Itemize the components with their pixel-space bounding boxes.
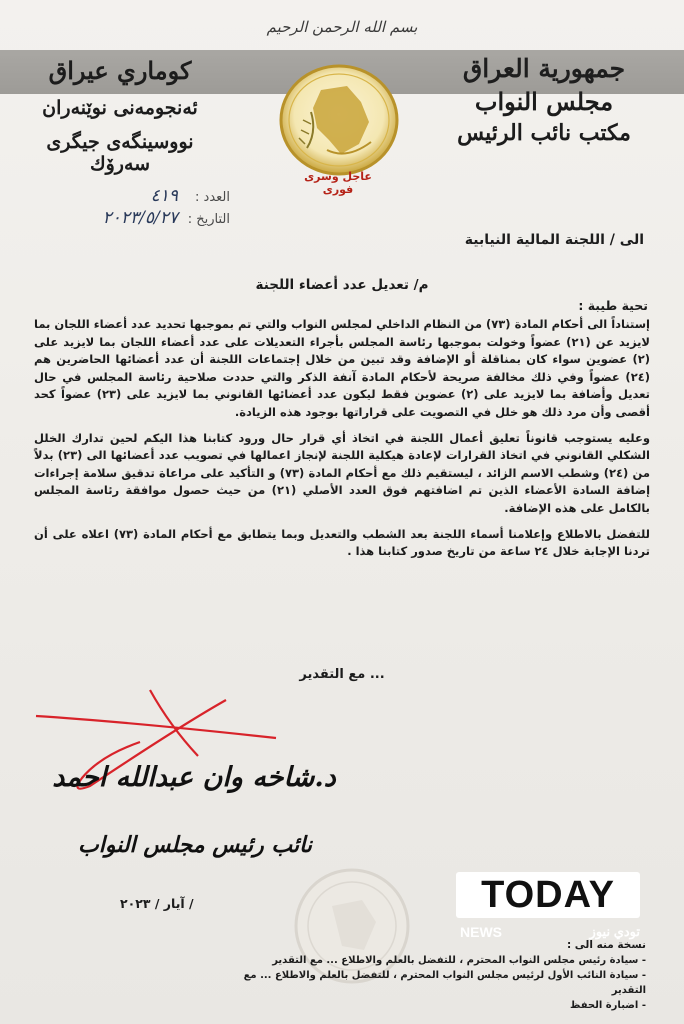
news-ar: تودي نيوز — [589, 924, 640, 939]
date-row — [30, 208, 230, 230]
arabic-letterhead — [444, 54, 644, 146]
paragraph-3: للتفضل بالاطلاع وإعلامنا أسماء اللجنة بعد الشطب والتعديل وبما يتطابق مع أحكام المادة (٧٣) اعلاه على أن تردنا الإجابة خلال ٢٤ ساعة من تاريخ صدور كتابنا هذا . — [34, 526, 650, 559]
copy-item: - سيادة رئيس مجلس النواب المحترم ، للتفضل بالعلم والاطلاع ... مع التقدير — [272, 955, 646, 966]
date-label: التاريخ : — [187, 212, 230, 227]
signatory-title: نائب رئيس مجلس النواب — [78, 832, 312, 858]
copy-item: - سيادة النائب الأول لرئيس مجلس النواب المحترم ، للتفضل بالعلم والاطلاع ... مع التقدير — [243, 970, 646, 996]
today-logo-text: TODAY — [481, 873, 615, 916]
reference-block — [30, 186, 230, 230]
paragraph-1: إستناداً الى أحكام المادة (٧٣) من النظام الداخلي لمجلس النواب والتي تم بموجبها تحديد عدد أعضاء اللجان بما لايزيد عن (٢١) عضواً وخولت بموجبها رئاسة المجلس بأجراء التعديلات على عدد أعضاء اللجان بما لايزيد على (٢) عضوين سواء كان بمناقلة أو الإضافة وقد تبين من خلال إجتماعات اللجنة أن عدد أعضائها الحاضرين هم (٢٤) عضواً وفي ذلك مخالفة صريحة لأحكام المادة آنفة الذكر والتي حددت صلاحية رئاسة المجلس في حال تعديل وأضافة بما لايزيد على (٢) عضوين فقط ليكون عدد أعضائها القانوني بما لايزيد على (٢٣) عضواً كحد أقصى وأن مرد ذلك هو خلل في التصويت على قراراتها بوجود هذه الزيادة. — [34, 317, 651, 419]
closing-date: / آيار / ٢٠٢٣ — [120, 896, 194, 911]
regards: ... مع التقدير — [299, 667, 385, 682]
iraq-emblem-icon — [277, 62, 401, 182]
kurdish-letterhead — [20, 56, 220, 175]
slogan-stamp: عاجل وسرى فورى — [304, 170, 372, 196]
subject: م/ تعديل عدد أعضاء اللجنة — [255, 277, 429, 293]
republic-name: جمهورية العراق — [462, 54, 626, 83]
number-value: ٤١٩ — [150, 186, 178, 206]
basmala: بسم الله الرحمن الرحيم — [266, 18, 418, 36]
kurdish-line-3: نووسينگەى جيگرى سەرۆك — [46, 131, 194, 175]
kurdish-line-1: كوماري عيراق — [48, 56, 192, 85]
letter-body — [34, 316, 650, 569]
council-name: مجلس النواب — [474, 87, 614, 116]
paragraph-2: وعليه يستوجب قانوناً تعليق أعمال اللجنة في اتخاذ أي قرار حال ورود كتابنا هذا اليكم لحين تدارك الخلل الشكلي القانوني في اتخاذ القرارات لإعادة هيكلية اللجنة لإنجاز اعمالها في تصويب عدد أعضائها الى (٢٣) بدلاً من (٢٤) وشطب الاسم الزائد ، ليستقيم ذلك مع أحكام المادة (٧٣) و التأكيد على مراعاة تدقيق سلامة إجراءات إضافة السادة الأعضاء الذين تم اضافتهم فوق العدد الأصلي (٢١) من حيث حصول موافقة رئاسة المجلس بالكامل على هذه الإضافة. — [34, 430, 651, 515]
copies-title: نسخة منه الى : — [566, 939, 646, 951]
date-value: ٢٠٢٣/٥/٢٧ — [102, 208, 178, 228]
number-row — [30, 186, 230, 208]
number-label: العدد : — [195, 190, 230, 205]
news-en: NEWS — [460, 924, 502, 940]
copies-list — [226, 938, 646, 1013]
greeting: تحية طيبة : — [578, 298, 648, 313]
signatory-name: د.شاخه وان عبدالله احمد — [52, 762, 336, 793]
today-news-logo — [456, 872, 640, 918]
office-name: مكتب نائب الرئيس — [457, 120, 631, 146]
copy-item: - اضبارة الحفظ — [570, 1000, 646, 1011]
kurdish-line-2: ئەنجومەنى نوێنەران — [42, 97, 198, 119]
recipient: الى / اللجنة المالية النيابية — [464, 232, 644, 248]
